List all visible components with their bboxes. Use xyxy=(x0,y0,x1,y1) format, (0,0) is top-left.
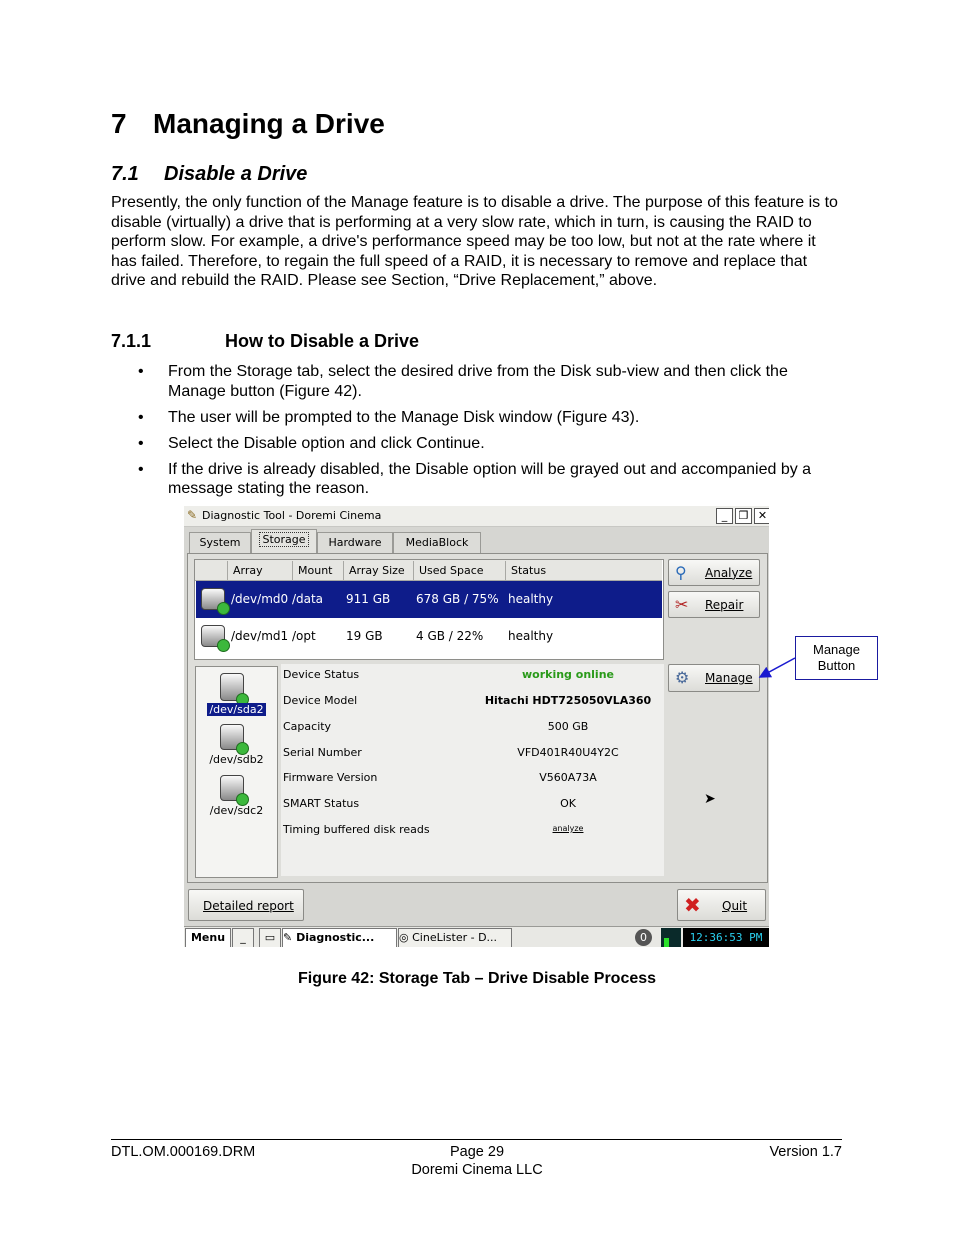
tab-mediablock[interactable]: MediaBlock xyxy=(393,532,481,553)
table-row[interactable] xyxy=(196,581,662,618)
hard-disk-icon[interactable] xyxy=(220,724,244,750)
intro-paragraph: Presently, the only function of the Manage feature is to disable a drive. The purpose of this feature is to disable (virtually) a drive that is performing at a very slow rate, which in turn, is causing the RAID to perform slow. For example, a drive's performance speed may be too low, but not at the rate where it has failed. Therefore, to regain the full speed of a RAID, it is necessary to remove and replace that drive and rebuild the RAID. Please see Section, “Drive Replacement,” above. xyxy=(111,194,838,290)
info-key: Timing buffered disk reads xyxy=(283,823,430,836)
raid-disk-icon xyxy=(201,625,225,647)
row-size: 19 GB xyxy=(346,629,383,643)
tab-storage-label: Storage xyxy=(259,532,308,547)
bullet-dot-icon: • xyxy=(138,408,144,426)
raid-disk-icon xyxy=(201,588,225,610)
header-array-size[interactable]: Array Size xyxy=(344,561,414,580)
device-label: /dev/sda2 xyxy=(209,703,264,716)
figure-caption: Figure 42: Storage Tab – Drive Disable Process xyxy=(297,970,657,987)
row-used: 4 GB / 22% xyxy=(416,629,484,643)
keyboard-icon[interactable]: ▭ xyxy=(259,928,281,947)
device-sdc2[interactable] xyxy=(196,804,277,817)
taskbar-item-diagnostic[interactable] xyxy=(282,928,397,947)
info-value: 500 GB xyxy=(547,720,589,733)
info-value: VFD401R40U4Y2C xyxy=(517,746,619,759)
close-button[interactable]: ✕ xyxy=(754,508,769,524)
manage-button-callout: Manage Button xyxy=(795,636,878,680)
footer-document-id: DTL.OM.000169.DRM xyxy=(111,1144,256,1160)
bullet-item xyxy=(111,460,841,499)
footer-company: Doremi Cinema LLC xyxy=(411,1162,543,1178)
task-label: CineLister - D... xyxy=(412,931,498,944)
callout-arrow xyxy=(750,650,800,685)
header-array[interactable]: Array xyxy=(228,561,293,580)
header-blank xyxy=(196,561,228,580)
hard-disk-icon[interactable] xyxy=(220,673,244,701)
repair-button[interactable] xyxy=(668,591,760,618)
header-status[interactable]: Status xyxy=(511,564,547,577)
bullet-dot-icon: • xyxy=(138,460,144,478)
analyze-label: Analyze xyxy=(705,566,753,580)
task-label: Diagnostic... xyxy=(296,931,375,944)
footer-page: Page 29 xyxy=(449,1144,505,1160)
info-value: OK xyxy=(560,797,576,810)
footer-rule xyxy=(111,1139,842,1140)
bullet-text: The user will be prompted to the Manage Disk window (Figure 43). xyxy=(168,408,640,426)
subsection-heading xyxy=(111,331,419,352)
row-status: healthy xyxy=(508,592,554,606)
device-label: /dev/sdb2 xyxy=(209,753,264,766)
magnifier-icon: ⚲ xyxy=(675,563,687,582)
device-sda2[interactable] xyxy=(196,703,277,716)
bullet-list xyxy=(111,362,841,506)
repair-label: Repair xyxy=(705,598,744,612)
info-key: Capacity xyxy=(283,720,332,733)
bullet-text: If the drive is already disabled, the Disable option will be grayed out and accompanied by a message stating the reason. xyxy=(168,460,812,498)
subsection-number: 7.1.1 xyxy=(111,331,152,351)
section-heading xyxy=(111,163,307,186)
tab-storage[interactable] xyxy=(251,529,317,555)
section-title: Disable a Drive xyxy=(164,163,308,185)
device-sdb2[interactable] xyxy=(196,753,277,766)
info-value: Hitachi HDT725050VLA360 xyxy=(484,694,652,707)
maximize-button[interactable]: ❐ xyxy=(735,508,752,524)
device-info-panel xyxy=(281,664,664,876)
header-mount[interactable]: Mount xyxy=(293,561,344,580)
menu-button[interactable]: Menu xyxy=(185,928,231,947)
chapter-title: Managing a Drive xyxy=(153,108,385,139)
window-titlebar xyxy=(184,506,769,527)
table-row[interactable] xyxy=(196,618,662,655)
bullet-item xyxy=(111,434,841,454)
show-desktop-icon[interactable]: _ xyxy=(232,928,254,947)
cinelister-icon: ◎ xyxy=(399,931,409,944)
bullet-item xyxy=(111,408,841,428)
mouse-pointer-icon: ➤ xyxy=(704,791,716,807)
info-key: Serial Number xyxy=(283,746,362,759)
wrench-icon: ✎ xyxy=(283,931,293,944)
header-used-space[interactable]: Used Space xyxy=(414,561,506,580)
info-key: Device Status xyxy=(283,668,360,681)
minimize-button[interactable]: _ xyxy=(716,508,733,524)
chapter-heading xyxy=(111,108,385,140)
taskbar xyxy=(184,926,769,947)
gear-icon: ⚙ xyxy=(675,668,690,687)
info-key: Device Model xyxy=(283,694,358,707)
quit-button[interactable] xyxy=(677,889,766,921)
analyze-link[interactable]: analyze xyxy=(552,824,584,833)
row-array-mount: /dev/md0 /data xyxy=(231,592,324,606)
device-status-value: working online xyxy=(522,668,614,681)
manage-label: Manage xyxy=(705,671,753,685)
manage-button[interactable] xyxy=(668,664,760,692)
row-status: healthy xyxy=(508,629,554,643)
tab-system[interactable]: System xyxy=(189,532,251,553)
clock: 12:36:53 PM xyxy=(683,928,769,947)
row-size: 911 GB xyxy=(346,592,391,606)
analyze-button[interactable] xyxy=(668,559,760,586)
section-number: 7.1 xyxy=(111,163,139,185)
wrench-icon: ✎ xyxy=(187,508,198,522)
device-label: /dev/sdc2 xyxy=(209,804,264,817)
bullet-text: From the Storage tab, select the desired drive from the Disk sub-view and then click the Manage button (Figure 42). xyxy=(168,363,788,400)
cpu-monitor-icon xyxy=(661,928,681,947)
notification-badge[interactable]: 0 xyxy=(635,929,652,946)
info-key: Firmware Version xyxy=(283,771,378,784)
bullet-dot-icon: • xyxy=(138,363,144,380)
bullet-item xyxy=(111,362,841,401)
diagnostic-tool-screenshot xyxy=(184,506,769,947)
quit-label: Quit xyxy=(722,899,748,913)
row-array-mount: /dev/md1 /opt xyxy=(231,629,316,643)
hard-disk-icon[interactable] xyxy=(220,775,244,801)
detailed-report-label: Detailed report xyxy=(203,899,294,913)
taskbar-item-cinelister[interactable] xyxy=(398,928,512,947)
info-value: V560A73A xyxy=(539,771,597,784)
tab-hardware[interactable]: Hardware xyxy=(317,532,393,553)
subsection-title: How to Disable a Drive xyxy=(225,331,420,351)
window-title: Diagnostic Tool - Doremi Cinema xyxy=(202,509,382,522)
red-x-icon: ✖ xyxy=(684,893,701,917)
bullet-dot-icon: • xyxy=(138,434,144,452)
row-used: 678 GB / 75% xyxy=(416,592,499,606)
chapter-number: 7 xyxy=(111,108,127,139)
info-key: SMART Status xyxy=(283,797,360,810)
footer-version: Version 1.7 xyxy=(769,1144,842,1160)
tools-icon: ✂ xyxy=(675,595,689,614)
detailed-report-button[interactable] xyxy=(188,889,304,921)
bullet-text: Select the Disable option and click Continue. xyxy=(168,434,485,452)
